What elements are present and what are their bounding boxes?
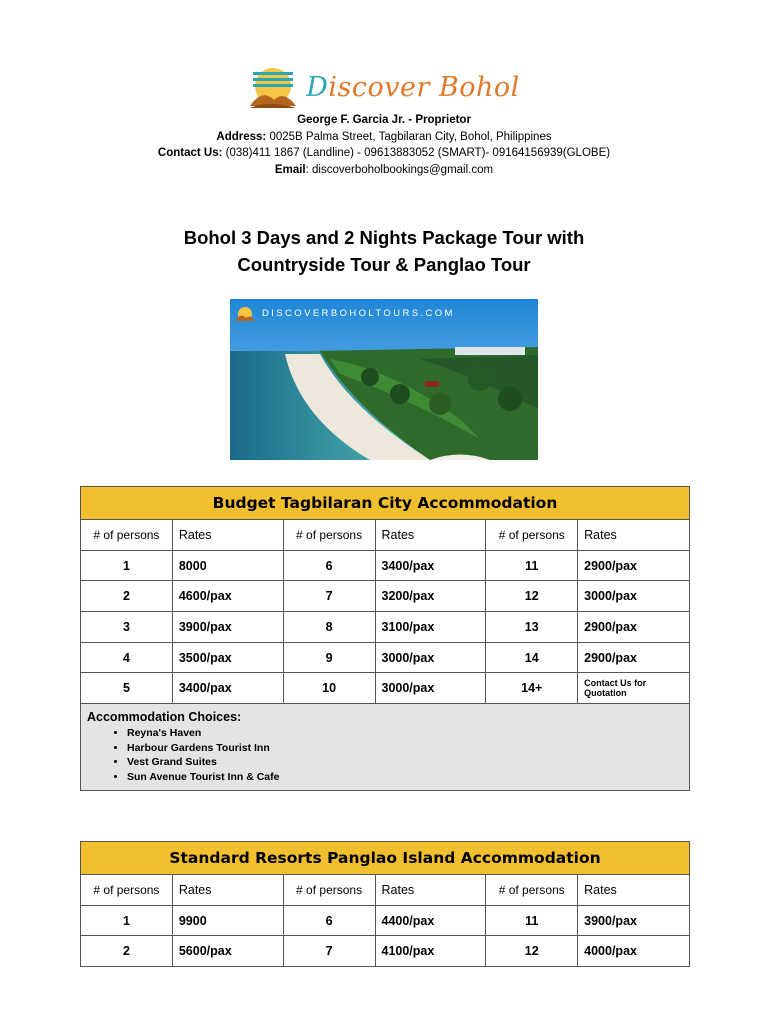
budget-rates-table [80, 486, 690, 791]
contact-label: Contact Us: [157, 147, 223, 159]
email: : discoverboholbookings@gmail.com [305, 163, 494, 176]
table-row: 2 4600/pax 7 3200/pax 12 3000/pax [81, 581, 690, 612]
table-row: 1 9900 6 4400/pax 11 3900/pax [81, 905, 690, 936]
address-label: Address: [216, 130, 267, 143]
email-label: Email [274, 163, 306, 176]
list-item: • Harbour Gardens Tourist Inn [127, 741, 683, 756]
contact-block [0, 112, 768, 178]
beach-aerial-image [230, 299, 538, 460]
proprietor: George F. Garcia Jr. - Proprietor [297, 114, 471, 126]
table-row: 3 3900/pax 8 3100/pax 13 2900/pax [81, 612, 690, 643]
discover-bohol-logo [0, 60, 768, 114]
table-title: Standard Resorts Panglao Island Accommodation [81, 842, 690, 875]
table-header-row: # of persons Rates # of persons Rates # of persons Rates [81, 875, 690, 906]
table-row: 1 8000 6 3400/pax 11 2900/pax [81, 550, 690, 581]
standard-rates-table [80, 841, 690, 967]
contact-numbers: (038)411 1867 (Landline) - 09613883052 (SMART)- 09164156939(GLOBE) [222, 147, 611, 159]
watermark-logo-icon [234, 305, 256, 321]
list-item: • Reyna's Haven [127, 726, 683, 741]
contact-us-for-quotation: Contact Us for Quotation [578, 673, 690, 704]
table-row: 4 3500/pax 9 3000/pax 14 2900/pax [81, 642, 690, 673]
accommodation-choices: Accommodation Choices: • Reyna's Haven • Harbour Gardens Tourist Inn • Vest Grand Suites • Sun Avenue Tourist Inn & Cafe [81, 704, 690, 791]
logo-wordmark: Discover Bohol [306, 71, 520, 103]
photo-watermark: DISCOVERBOHOLTOURS.COM [234, 305, 455, 321]
table-row: 5 3400/pax 10 3000/pax 14+ Contact Us for Quotation [81, 673, 690, 704]
beach-photo [230, 299, 538, 460]
table-header-row: # of persons Rates # of persons Rates # of persons Rates [81, 520, 690, 551]
table-title: Budget Tagbilaran City Accommodation [81, 487, 690, 520]
list-item: • Sun Avenue Tourist Inn & Cafe [127, 770, 683, 785]
page-title: Bohol 3 Days and 2 Nights Package Tour with Countryside Tour & Panglao Tour [183, 227, 585, 275]
address: 0025B Palma Street, Tagbilaran City, Bohol, Philippines [266, 130, 552, 143]
sunset-hills-logo-icon [248, 64, 298, 110]
table-row: 2 5600/pax 7 4100/pax 12 4000/pax [81, 936, 690, 967]
letterhead [0, 60, 768, 178]
list-item: • Vest Grand Suites [127, 755, 683, 770]
